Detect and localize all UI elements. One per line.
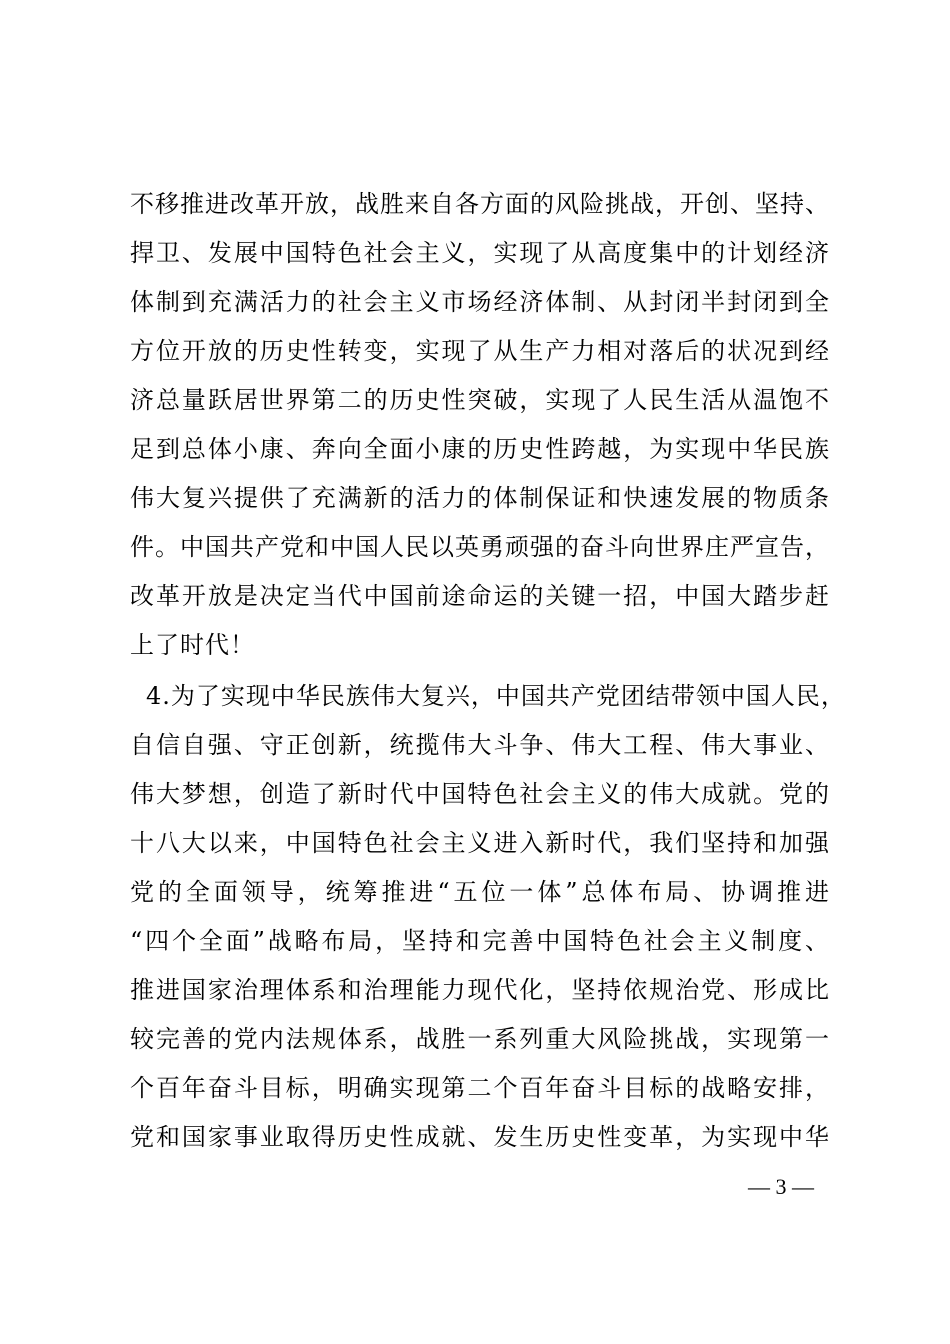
text-line: 件。中国共产党和中国人民以英勇顽强的奋斗向世界庄严宣告， xyxy=(130,533,830,561)
page-number: — 3 — xyxy=(748,1174,814,1199)
text-line: 方位开放的历史性转变，实现了从生产力相对落后的状况到经 xyxy=(130,337,830,365)
text-line: 个百年奋斗目标，明确实现第二个百年奋斗目标的战略安排， xyxy=(130,1074,830,1102)
text-line: 改革开放是决定当代中国前途命运的关键一招，中国大踏步赶 xyxy=(130,582,830,610)
text-line: 伟大梦想，创造了新时代中国特色社会主义的伟大成就。党的 xyxy=(130,780,830,808)
text-line: 自信自强、守正创新，统揽伟大斗争、伟大工程、伟大事业、 xyxy=(130,731,830,759)
paragraph-reform-opening xyxy=(130,180,830,670)
text-line: 足到总体小康、奔向全面小康的历史性跨越，为实现中华民族 xyxy=(130,435,830,463)
text-line: 4.为了实现中华民族伟大复兴，中国共产党团结带领中国人民， xyxy=(146,682,846,710)
text-line: 推进国家治理体系和治理能力现代化，坚持依规治党、形成比 xyxy=(130,976,830,1004)
paragraph-new-era xyxy=(130,672,846,1162)
text-line: 济总量跃居世界第二的历史性突破，实现了人民生活从温饱不 xyxy=(130,386,830,414)
text-line: 捍卫、发展中国特色社会主义，实现了从高度集中的计划经济 xyxy=(130,239,830,267)
text-line: 党的全面领导，统筹推进“五位一体”总体布局、协调推进 xyxy=(130,878,830,906)
text-line: 较完善的党内法规体系，战胜一系列重大风险挑战，实现第一 xyxy=(130,1025,830,1053)
text-line: “四个全面”战略布局，坚持和完善中国特色社会主义制度、 xyxy=(130,927,830,955)
text-line: 上了时代！ xyxy=(130,631,255,659)
text-line: 党和国家事业取得历史性成就、发生历史性变革，为实现中华 xyxy=(130,1123,830,1151)
text-line: 十八大以来，中国特色社会主义进入新时代，我们坚持和加强 xyxy=(130,829,830,857)
text-line: 体制到充满活力的社会主义市场经济体制、从封闭半封闭到全 xyxy=(130,288,830,316)
text-line: 不移推进改革开放，战胜来自各方面的风险挑战，开创、坚持、 xyxy=(130,190,830,218)
text-line: 伟大复兴提供了充满新的活力的体制保证和快速发展的物质条 xyxy=(130,484,830,512)
